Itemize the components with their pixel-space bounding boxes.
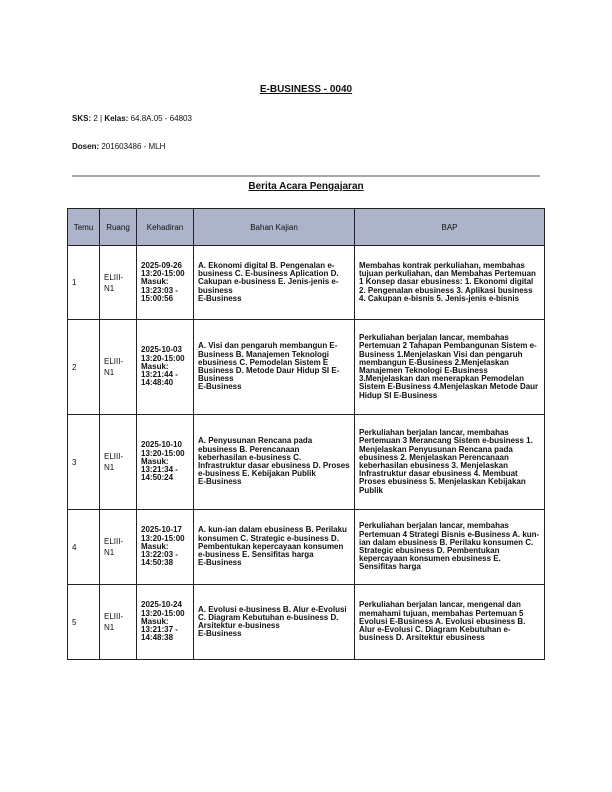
sks-label: SKS: <box>72 114 92 123</box>
kelas-value: 64.8A.05 - 64803 <box>128 114 192 123</box>
column-header-ruang: Ruang <box>100 209 137 246</box>
table-row <box>68 510 545 585</box>
table-row <box>68 246 545 320</box>
cell-temu: 4 <box>68 510 100 585</box>
cell-bap: Perkuliahan berjalan lancar, membahas Pertemuan 2 Tahapan Pembangunan Sistem e-Business 1.Menjelaskan Visi dan pengaruh membangun E-Business 2.Menjelaskan Manajemen Teknologi E-Business 3.Menjelaskan dan menerapkan Pemodelan Sistem E-Business 4.Menjelaskan Metode Daur Hidup SI E-Business <box>355 320 545 415</box>
cell-kehadiran: 2025-10-17 13:20-15:00 Masuk: 13:22:03 - 14:50:38 <box>137 510 194 585</box>
cell-temu: 5 <box>68 585 100 660</box>
cell-kehadiran: 2025-09-26 13:20-15:00 Masuk: 13:23:03 - 15:00:56 <box>137 246 194 320</box>
document-title: E-BUSINESS - 0040 <box>259 84 353 95</box>
cell-kehadiran: 2025-10-24 13:20-15:00 Masuk: 13:21:37 - 14:48:38 <box>137 585 194 660</box>
cell-bahan-kajian: A. Visi dan pengaruh membangun E-Business B. Manajemen Teknologi ebusiness C. Pemodelan Sistem E Business D. Metode Daur Hidup SI E-Business E-Business <box>194 320 355 415</box>
cell-bap: Perkuliahan berjalan lancar, membahas Pertemuan 3 Merancang Sistem e-business 1. Menjelaskan Penyusunan Rencana pada ebusiness 2. Menjelaskan Perencanaan keberhasilan ebusiness 3. Menjelaskan Infrastruktur dasar ebusiness 4. Membuat Proses ebusiness 5. Menjelaskan Kebijakan Publik <box>355 415 545 510</box>
dosen-label: Dosen: <box>72 142 100 151</box>
cell-ruang: ELIII-N1 <box>100 585 137 660</box>
lecturer-info-line <box>72 142 165 151</box>
cell-temu: 1 <box>68 246 100 320</box>
table-row <box>68 320 545 415</box>
cell-bap: Perkuliahan berjalan lancar, mengenal dan memahami tujuan, membahas Pertemuan 5 Evolusi E-Business A. Evolusi ebusiness B. Alur e-Evolusi C. Diagram Kebutuhan e-business D. Arsitektur ebusiness <box>355 585 545 660</box>
table-header-row <box>68 209 545 246</box>
course-info-line <box>72 114 192 123</box>
table-row <box>68 415 545 510</box>
column-header-bahan-kajian: Bahan Kajian <box>194 209 355 246</box>
column-header-temu: Temu <box>68 209 100 246</box>
cell-bahan-kajian: A. kun-ian dalam ebusiness B. Perilaku konsumen C. Strategic e-business D. Pembentukan kepercayaan konsumen e-business E. Sensifitas harga E-Business <box>194 510 355 585</box>
cell-temu: 3 <box>68 415 100 510</box>
cell-ruang: ELIII-N1 <box>100 510 137 585</box>
section-divider <box>72 175 540 177</box>
table-row <box>68 585 545 660</box>
dosen-value: 201603486 - MLH <box>99 142 166 151</box>
column-header-bap: BAP <box>355 209 545 246</box>
teaching-record-table <box>67 208 545 660</box>
cell-bahan-kajian: A. Ekonomi digital B. Pengenalan e-business C. E-business Aplication D. Cakupan e-business E. Jenis-jenis e-business E-Business <box>194 246 355 320</box>
cell-kehadiran: 2025-10-03 13:20-15:00 Masuk: 13:21:44 - 14:48:40 <box>137 320 194 415</box>
cell-kehadiran: 2025-10-10 13:20-15:00 Masuk: 13:21:34 - 14:50:24 <box>137 415 194 510</box>
column-header-kehadiran: Kehadiran <box>137 209 194 246</box>
section-title: Berita Acara Pengajaran <box>248 181 364 192</box>
sks-value: 2 | <box>91 114 105 123</box>
cell-bap: Membahas kontrak perkuliahan, membahas tujuan perkuliahan, dan Membahas Pertemuan 1 Konsep dasar ebusiness: 1. Ekonomi digital 2. Pengenalan ebusiness 3. Aplikasi business 4. Cakupan e-bisnis 5. Jenis-jenis e-bisnis <box>355 246 545 320</box>
cell-bahan-kajian: A. Evolusi e-business B. Alur e-Evolusi C. Diagram Kebutuhan e-business D. Arsitektur e-business E-Business <box>194 585 355 660</box>
cell-bahan-kajian: A. Penyusunan Rencana pada ebusiness B. Perencanaan keberhasilan e-business C. Infrastruktur dasar ebusiness D. Proses e-business E. Kebijakan Publik E-Business <box>194 415 355 510</box>
cell-temu: 2 <box>68 320 100 415</box>
cell-ruang: ELIII-N1 <box>100 320 137 415</box>
cell-ruang: ELIII-N1 <box>100 415 137 510</box>
kelas-label: Kelas: <box>104 114 129 123</box>
cell-ruang: ELIII-N1 <box>100 246 137 320</box>
cell-bap: Perkuliahan berjalan lancar, membahas Pertemuan 4 Strategi Bisnis e-Business A. kun-ian dalam ebusiness B. Perilaku konsumen C. Strategic ebusiness D. Pembentukan kepercayaan konsumen ebusiness E. Sensifitas harga <box>355 510 545 585</box>
